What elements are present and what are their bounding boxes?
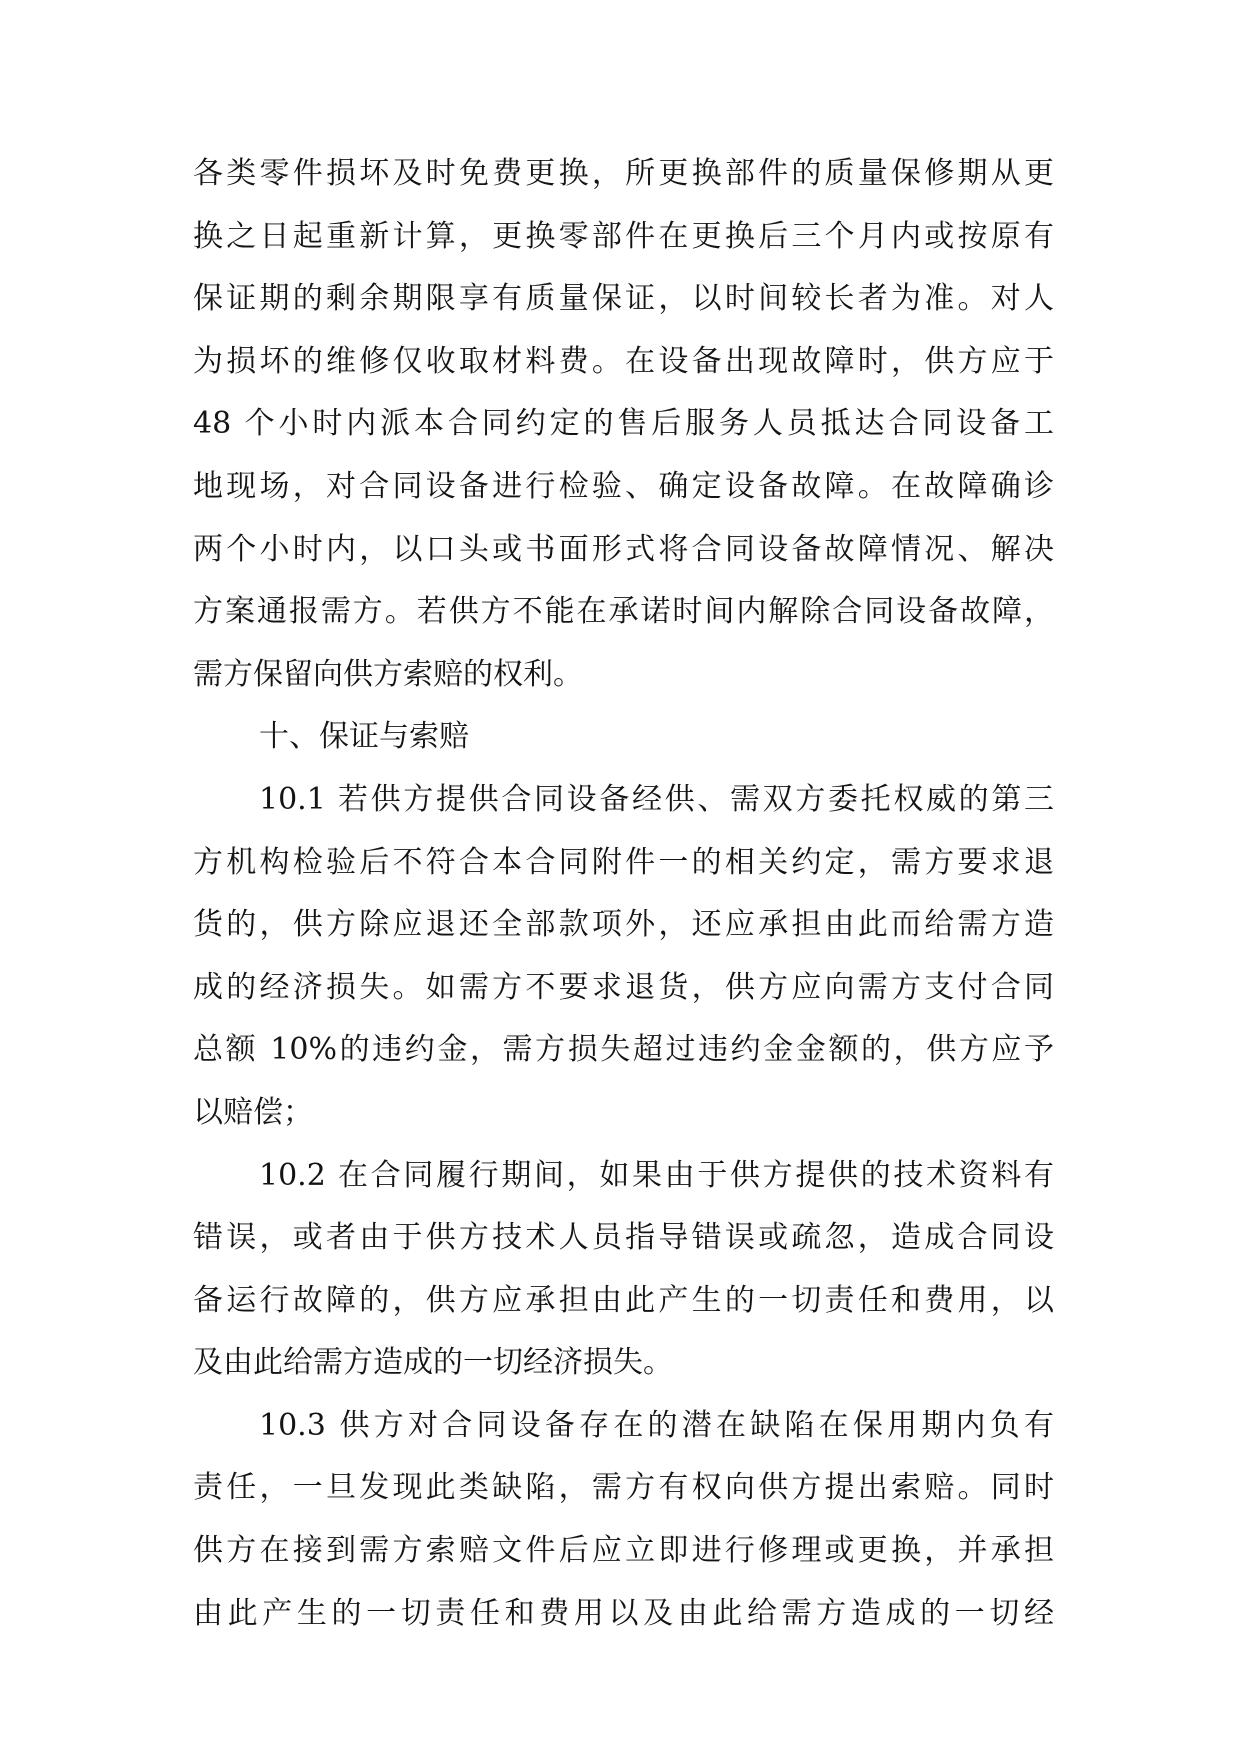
text-line: 保证期的剩余期限享有质量保证，以时间较长者为准。对人 [193, 281, 1054, 317]
paragraph-warranty-repair [193, 143, 1054, 706]
text-line: 为损坏的维修仅收取材料费。在设备出现故障时，供方应于 [193, 343, 1054, 379]
text-line: 以赔偿； [193, 1094, 313, 1130]
text-line: 总额 10%的违约金，需方损失超过违约金金额的，供方应予 [193, 1032, 1054, 1068]
text-line: 换之日起重新计算，更换零部件在更换后三个月内或按原有 [193, 218, 1054, 254]
text-line: 成的经济损失。如需方不要求退货，供方应向需方支付合同 [193, 969, 1054, 1005]
text-line: 10.1 若供方提供合同设备经供、需双方委托权威的第三 [259, 781, 1054, 817]
document-body [193, 143, 1054, 1645]
text-line: 各类零件损坏及时免费更换，所更换部件的质量保修期从更 [193, 156, 1054, 191]
text-line: 10.2 在合同履行期间，如果由于供方提供的技术资料有 [259, 1157, 1054, 1193]
text-line: 供方在接到需方索赔文件后应立即进行修理或更换，并承担 [193, 1533, 1054, 1569]
section-heading-text: 十、保证与索赔 [259, 719, 469, 755]
paragraph-clause-10-2 [193, 1145, 1054, 1395]
text-line: 需方保留向供方索赔的权利。 [193, 656, 583, 692]
text-line: 备运行故障的，供方应承担由此产生的一切责任和费用，以 [193, 1282, 1054, 1318]
paragraph-clause-10-1 [193, 769, 1054, 1145]
text-line: 方机构检验后不符合本合同附件一的相关约定，需方要求退 [193, 844, 1054, 880]
section-heading [193, 706, 1054, 769]
paragraph-clause-10-3 [193, 1395, 1054, 1645]
text-line: 10.3 供方对合同设备存在的潜在缺陷在保用期内负有 [259, 1407, 1054, 1443]
text-line: 货的，供方除应退还全部款项外，还应承担由此而给需方造 [193, 907, 1054, 943]
text-line: 地现场，对合同设备进行检验、确定设备故障。在故障确诊 [193, 468, 1054, 504]
text-line: 责任，一旦发现此类缺陷，需方有权向供方提出索赔。同时 [193, 1470, 1054, 1506]
text-line: 由此产生的一切责任和费用以及由此给需方造成的一切经 [193, 1595, 1054, 1631]
text-line: 两个小时内，以口头或书面形式将合同设备故障情况、解决 [193, 531, 1054, 567]
text-line: 48 个小时内派本合同约定的售后服务人员抵达合同设备工 [193, 406, 1054, 442]
text-line: 及由此给需方造成的一切经济损失。 [193, 1345, 673, 1381]
text-line: 错误，或者由于供方技术人员指导错误或疏忽，造成合同设 [193, 1220, 1054, 1256]
text-line: 方案通报需方。若供方不能在承诺时间内解除合同设备故障， [193, 594, 1054, 630]
